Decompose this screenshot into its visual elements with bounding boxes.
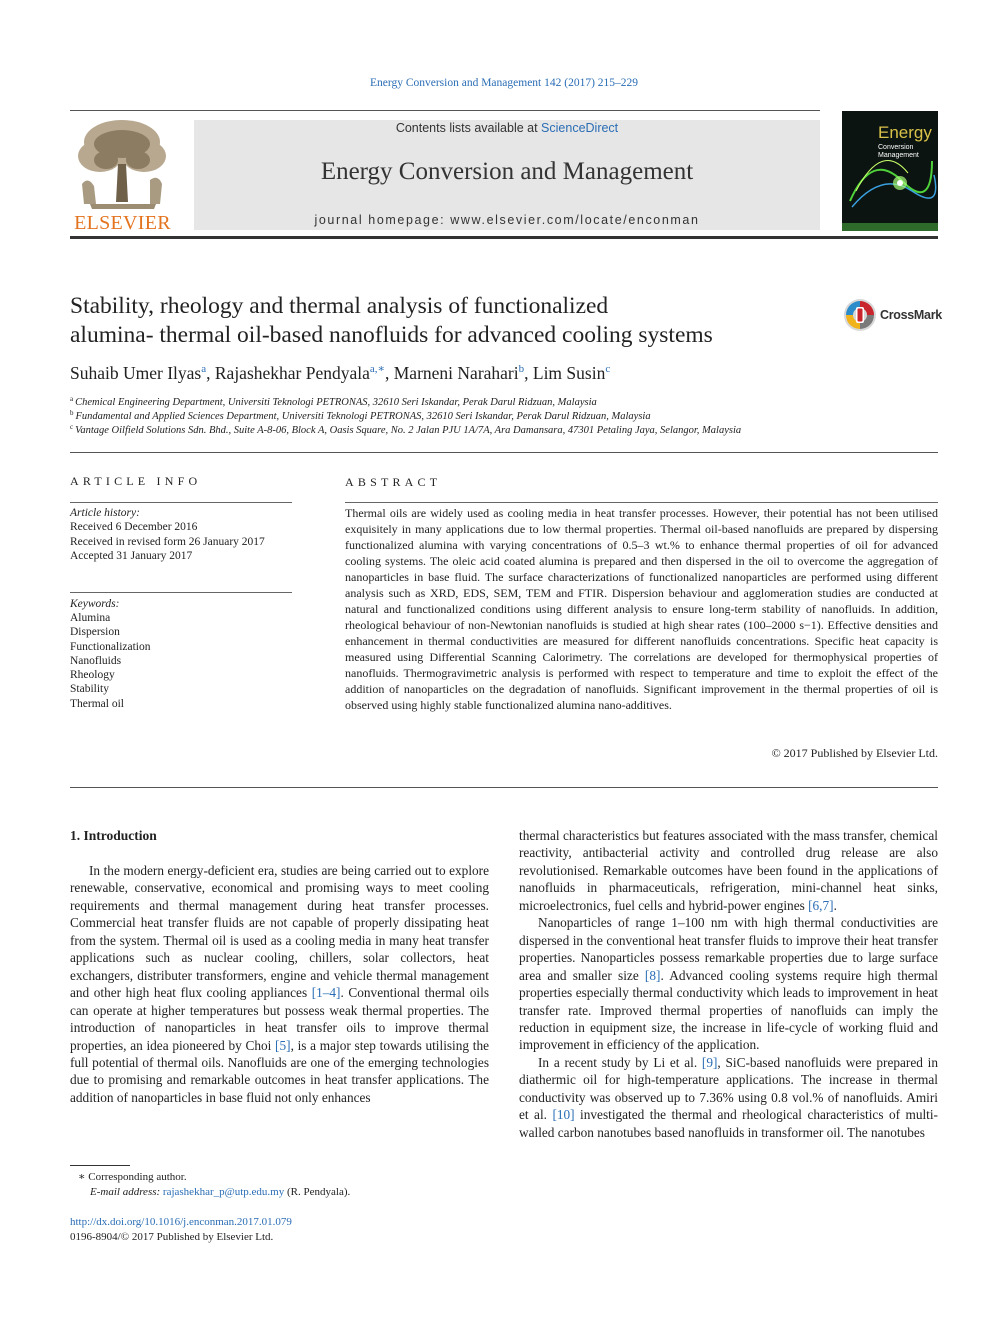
sciencedirect-link[interactable]: ScienceDirect [541,121,619,135]
footnote-rule [70,1165,130,1166]
author-affiliation-marker[interactable]: a [201,363,207,376]
author-affiliation-marker[interactable]: a,∗ [369,363,385,376]
header-rule-bottom [70,236,938,239]
author-separator: , [385,363,394,383]
keyword-item: Functionalization [70,641,151,653]
crossmark-icon[interactable] [843,298,877,332]
affiliation-text: Vantage Oilfield Solutions Sdn. Bhd., Suite A-8-06, Block A, Oasis Square, No. 2 Jalan PJU 1A/7A, Ara Damansara, 47301 Petaling Jaya, Selangor, Malaysia [75,425,742,436]
header-rule-top [70,110,820,111]
author-separator: , [206,363,215,383]
paragraph-text: . [833,897,837,913]
issn-copyright: 0196-8904/© 2017 Published by Elsevier Ltd. [70,1231,274,1243]
paragraph [70,862,489,1106]
paragraph-text: , SiC-based nanofluids were prepared in diathermic oil for high-temperature applications. The increase in thermal conductivity was observed up to 7.36% using 0.8 vol.% of nanofluids. Amiri et al. [519,1054,938,1123]
author-affiliation-marker[interactable]: c [605,363,611,376]
contents-prefix: Contents lists available at [395,121,542,135]
article-title-line-2: alumina- thermal oil-based nanofluids for advanced cooling systems [70,322,713,348]
keyword-item: Rheology [70,669,115,681]
paragraph-text: , is a major step towards utilising the full potential of thermal oils. Nanofluids are one of the emerging technologies due to promising and remarkable outcomes in heat transfer applications. The addition of nanoparticles in base fluid not only enhances [70,1037,490,1105]
citation-link[interactable]: [5] [275,1037,291,1053]
introduction-heading: 1. Introduction [70,828,157,843]
cover-subtitle-2: Management [878,152,919,159]
keywords-rule [70,592,292,593]
affiliation-rule [70,452,938,453]
received-date: Received 6 December 2016 [70,521,198,533]
cover-subtitle-1: Conversion [878,144,914,151]
author-list [70,363,610,384]
keyword-item: Thermal oil [70,698,124,710]
citation-link[interactable]: [9] [701,1054,718,1070]
paragraph [519,1054,938,1141]
citation-link[interactable]: [6,7] [808,897,834,913]
article-title-line-1: Stability, rheology and thermal analysis of functionalized [70,293,609,319]
paragraph-text: investigated the thermal and rheological characteristics of multi-walled carbon nanotubes based nanofluids in transformer oil. The nanotubes [519,1107,938,1140]
paragraph [519,827,938,914]
email-suffix: (R. Pendyala). [284,1186,351,1198]
article-info-rule [70,502,292,503]
author-name[interactable]: Suhaib Umer Ilyas [70,363,202,383]
paragraph-text: In a recent study by Li et al. [538,1054,702,1070]
doi-link[interactable]: http://dx.doi.org/10.1016/j.enconman.2017.01.079 [70,1216,292,1228]
author-name[interactable]: Marneni Narahari [393,363,519,383]
author-name[interactable]: Lim Susin [532,363,606,383]
abstract-copyright: © 2017 Published by Elsevier Ltd. [771,746,938,760]
affiliation-a [70,394,597,408]
keyword-item: Alumina [70,612,111,624]
body-column-right [519,827,938,1141]
email-note [90,1186,350,1198]
paragraph-text: . Conventional thermal oils can operate at higher temperatures but possess weak thermal properties. The introduction of nanoparticles in heat transfer oils to improve thermal properties, an idea pioneered by Choi [70,985,489,1053]
paragraph-text: . Advanced cooling systems require high thermal properties especially thermal conductivity which leads to improvement in heat transfer rate. Improved thermal properties of nanofluids can imply the reduction in equipment size, the increase in life-cycle of working fluid and improvement in efficiency of the application. [519,967,938,1053]
cover-title-energy: Energy [878,123,932,142]
affiliation-key: a [70,394,74,403]
contents-line [194,121,820,135]
abstract-text: Thermal oils are widely used as cooling media in heat transfer processes. However, their potential has not been utilised exquisitely in many applications due to low thermal properties. Thermal oil-based nanofluids are prepared by dispersing functionalized alumina with varying concentrations of 0.5–3 wt.% to enhance thermal properties of oil for advanced cooling systems. The oleic acid coated alumina is prepared and then dispersed in the oil to overcome the aggregation of nanoparticles in base fluid. The surface characterizations of functionalized nanoparticles are performed using different analysis such as XRD, EDS, SEM, TEM and FTIR. Dispersion behaviour and agglomeration studies are conducted at natural and functionalized conditions using different analysis to ensure long-term stability of nanofluids. In addition, rheological behaviour of non-Newtonian nanofluids is studied at high shear rates (100–2000 s−1). Effective densities and enhancement in thermal conductivities are measured for different nanofluids concentrations. Specific heat capacity is measured using Differential Scanning Calorimetry. The correlations are developed for thermophysical properties of nanofluids. Thermogravimetric analysis is performed with respect to temperature and time to exploit the effect of the addition of nanoparticles on the degradation of nanofluids. Significant improvement in the thermal properties of oil is observed using highly stable functionalized alumina nano-additives. [345,506,938,712]
affiliation-text: Chemical Engineering Department, Universiti Teknologi PETRONAS, 32610 Seri Iskandar, Perak Darul Ridzuan, Malaysia [75,397,597,408]
author-name[interactable]: Rajashekhar Pendyala [214,363,370,383]
paragraph-text: In the modern energy-deficient era, studies are being carried out to explore renewable, conservative, economical and promising ways to meet cooling requirements and thermal management during heat transfer processes. Commercial heat transfer fluids are not capable of properly dissipating heat from the system. Thermal oil is used as a cooling media in many heat transfer applications such as nuclear cooling, chillers, solar collectors, heat exchangers, distributer transformers, engine and vehicle thermal management and other high heat flux cooling appliances [70,863,489,1001]
journal-title: Energy Conversion and Management [320,158,694,185]
citation-link[interactable]: [10] [552,1107,575,1123]
crossmark-label[interactable]: CrossMark [880,308,942,322]
author-affiliation-marker[interactable]: b [518,363,525,376]
paragraph-text: thermal characteristics but features associated with the mass transfer, chemical reactivity, antibacterial activity and controlled drug release are also revolutionised. Remarkable outcomes have been found in the applications of nanofluids in pharmaceuticals, refrigeration, mini-channel heat sinks, microelectronics, fuel cells and hybrid-power engines [519,828,938,913]
keyword-item: Nanofluids [70,655,122,667]
article-history-label: Article history: [70,507,140,519]
revised-date: Received in revised form 26 January 2017 [70,536,265,548]
affiliation-text: Fundamental and Applied Sciences Department, Universiti Teknologi PETRONAS, 32610 Seri Iskandar, Perak Darul Ridzuan, Malaysia [75,411,651,422]
body-rule [70,787,938,788]
keyword-item: Stability [70,683,109,695]
abstract-heading: ABSTRACT [345,475,442,489]
keyword-item: Dispersion [70,626,120,638]
keywords-label: Keywords: [70,598,120,610]
citation-link[interactable]: [8] [644,967,661,983]
paragraph-text: Nanoparticles of range 1–100 nm with high thermal conductivities are dispersed in the conventional heat transfer fluids to improve their heat transfer properties. Nanoparticles possess remarkable properties due to large surface area and smaller size [519,915,938,983]
affiliation-key: c [70,422,74,431]
elsevier-wordmark: ELSEVIER [74,212,171,234]
abstract-rule [345,502,938,503]
accepted-date: Accepted 31 January 2017 [70,550,193,562]
affiliation-b [70,408,651,422]
corresponding-author-note: ∗ Corresponding author. [78,1171,187,1183]
citation-link[interactable]: [1–4] [311,985,341,1001]
journal-reference-link[interactable]: Energy Conversion and Management 142 (2017) 215–229 [369,77,639,89]
affiliation-key: b [70,408,74,417]
paragraph [519,914,938,1054]
email-label: E-mail address: [90,1186,163,1198]
affiliation-c [70,422,742,436]
article-info-heading: ARTICLE INFO [70,474,202,488]
author-separator: , [524,363,533,383]
email-link[interactable]: rajashekhar_p@utp.edu.my [162,1186,285,1198]
body-column-left [70,862,489,1106]
journal-homepage[interactable]: journal homepage: www.elsevier.com/locate/enconman [314,213,700,227]
